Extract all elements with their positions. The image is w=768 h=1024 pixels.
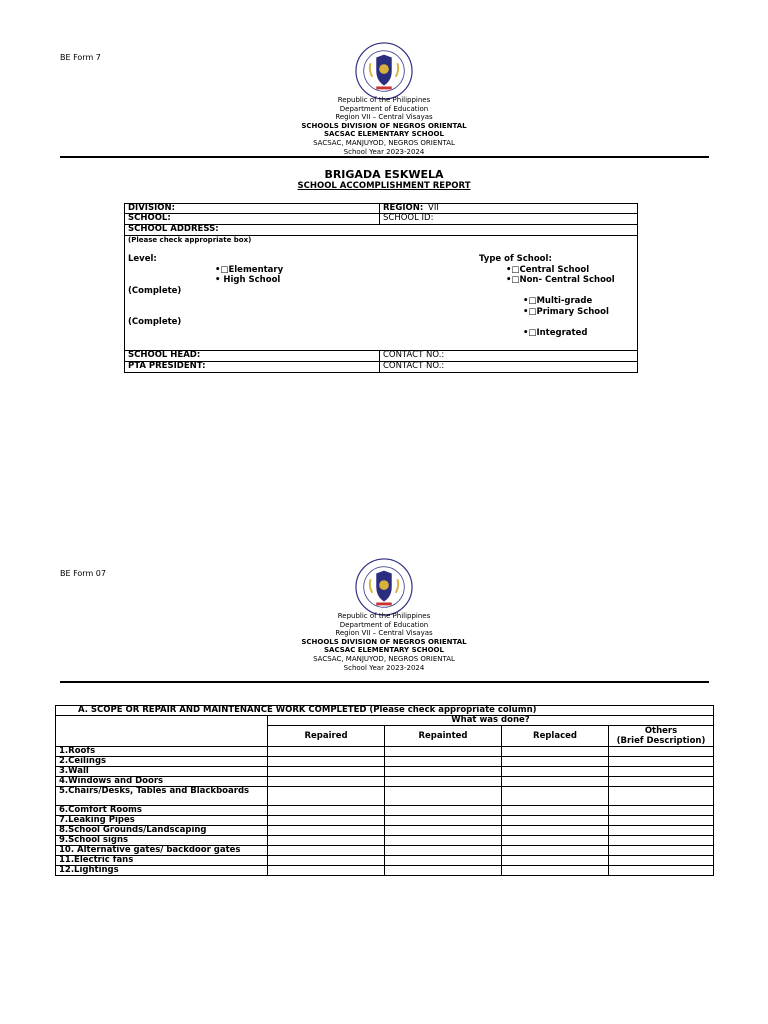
check-cell[interactable] [502,747,609,757]
complete-note: (Complete) [128,317,182,327]
table-row [56,856,714,866]
check-cell[interactable] [385,767,502,777]
check-cell[interactable] [385,757,502,767]
check-cell[interactable] [609,836,714,846]
col-line [379,203,380,224]
header-line: SACSAC, MANJUYOD, NEGROS ORIENTAL [313,654,455,663]
report-subtitle: SCHOOL ACCOMPLISHMENT REPORT [297,181,471,191]
header-line: Republic of the Philippines [337,612,431,620]
type-label: Type of School: [479,254,552,264]
check-cell[interactable] [609,767,714,777]
check-cell[interactable] [385,787,502,806]
item-label: 7.Leaking Pipes [56,816,268,826]
check-cell[interactable] [385,846,502,856]
check-cell[interactable] [502,816,609,826]
check-cell[interactable] [502,866,609,876]
header-line: SCHOOLS DIVISION OF NEGROS ORIENTAL [301,637,467,646]
col-header: Repainted [385,726,502,747]
col-header: Others (Brief Description) [609,726,714,747]
type-multigrade-checkbox[interactable]: •□Multi-grade [523,296,593,306]
check-cell[interactable] [502,846,609,856]
header-line: School Year 2023-2024 [343,663,425,672]
check-cell[interactable] [268,866,385,876]
header-line: Department of Education [339,620,429,629]
item-label: 9.School signs [56,836,268,846]
table-header-row [56,716,714,726]
level-elementary-checkbox[interactable]: •□Elementary [215,265,284,275]
region-label: REGION: [383,203,424,213]
item-label: 4.Windows and Doors [56,777,268,787]
pta-president-label: PTA PRESIDENT: [128,361,206,371]
contact-label: CONTACT NO.: [383,350,445,360]
level-label: Level: [128,254,157,264]
check-cell[interactable] [385,806,502,816]
check-cell[interactable] [609,747,714,757]
form-number: BE Form 7 [60,53,101,62]
check-cell[interactable] [502,836,609,846]
type-noncentral-checkbox[interactable]: •□Non- Central School [506,275,615,285]
type-central-checkbox[interactable]: •□Central School [506,265,590,275]
region-value: VII [428,203,439,213]
check-cell[interactable] [502,757,609,767]
check-cell[interactable] [385,826,502,836]
check-cell[interactable] [502,856,609,866]
check-cell[interactable] [268,826,385,836]
header-line: Republic of the Philippines [337,96,431,104]
check-cell[interactable] [268,787,385,806]
blank-header-cell [56,716,268,747]
check-cell[interactable] [385,866,502,876]
header-line: SCHOOLS DIVISION OF NEGROS ORIENTAL [301,121,467,130]
check-cell[interactable] [268,846,385,856]
check-cell[interactable] [609,866,714,876]
table-row [56,866,714,876]
item-label: 1.Roofs [56,747,268,757]
check-cell[interactable] [502,787,609,806]
check-cell[interactable] [385,816,502,826]
row-line [124,350,638,351]
check-cell[interactable] [502,826,609,836]
letterhead [0,96,768,156]
check-cell[interactable] [609,826,714,836]
item-label: 11.Electric fans [56,856,268,866]
table-row [56,816,714,826]
check-cell[interactable] [385,777,502,787]
form-number: BE Form 07 [60,569,106,578]
contact-label: CONTACT NO.: [383,361,445,371]
item-label: 10. Alternative gates/ backdoor gates [56,846,268,856]
school-id-label: SCHOOL ID: [383,213,434,223]
item-label: 12.Lightings [56,866,268,876]
check-cell[interactable] [609,816,714,826]
check-cell[interactable] [268,806,385,816]
row-line [124,213,638,214]
what-done-header: What was done? [268,716,714,726]
check-cell[interactable] [609,806,714,816]
deped-seal-logo [355,558,413,616]
check-cell[interactable] [268,816,385,826]
table-row [56,777,714,787]
level-highschool-checkbox[interactable]: • High School [215,275,281,285]
item-label: 5.Chairs/Desks, Tables and Blackboards [56,787,268,806]
check-cell[interactable] [268,757,385,767]
table-row [56,787,714,806]
check-cell[interactable] [268,767,385,777]
check-cell[interactable] [502,806,609,816]
table-row [56,747,714,757]
type-integrated-checkbox[interactable]: •□Integrated [523,328,588,338]
table-row [56,846,714,856]
item-label: 6.Comfort Rooms [56,806,268,816]
school-head-label: SCHOOL HEAD: [128,350,201,360]
check-cell[interactable] [609,777,714,787]
check-cell[interactable] [502,777,609,787]
check-cell[interactable] [609,846,714,856]
header-line: SACSAC ELEMENTARY SCHOOL [324,646,444,655]
divider [60,156,709,158]
check-cell[interactable] [609,757,714,767]
header-line: Region VII – Central Visayas [335,113,433,122]
col-header: Replaced [502,726,609,747]
divider [60,681,709,683]
report-title: BRIGADA ESKWELA [324,168,444,181]
item-label: 3.Wall [56,767,268,777]
check-cell[interactable] [609,787,714,806]
type-primary-checkbox[interactable]: •□Primary School [523,307,609,317]
check-cell[interactable] [502,767,609,777]
check-cell[interactable] [268,856,385,866]
col-header: Repaired [268,726,385,747]
check-cell[interactable] [385,747,502,757]
check-cell[interactable] [385,856,502,866]
deped-seal-logo [355,42,413,100]
header-line: School Year 2023-2024 [343,147,425,156]
check-cell[interactable] [268,747,385,757]
col-line [379,350,380,373]
check-cell[interactable] [609,856,714,866]
table-title-row [56,706,714,716]
header-line: Region VII – Central Visayas [335,629,433,638]
table-row [56,767,714,777]
header-line: SACSAC ELEMENTARY SCHOOL [324,130,444,139]
header-line: Department of Education [339,104,429,113]
school-address-label: SCHOOL ADDRESS: [128,224,219,234]
item-label: 8.School Grounds/Landscaping [56,826,268,836]
repair-table [55,705,714,876]
check-cell[interactable] [268,777,385,787]
school-label: SCHOOL: [128,213,171,223]
complete-note: (Complete) [128,286,182,296]
check-cell[interactable] [385,836,502,846]
table-row [56,836,714,846]
division-label: DIVISION: [128,203,175,213]
check-cell[interactable] [268,836,385,846]
table-row [56,826,714,836]
section-title: A. SCOPE OR REPAIR AND MAINTENANCE WORK COMPLETED (Please check appropriate column) [56,706,714,716]
table-row [56,757,714,767]
header-line: SACSAC, MANJUYOD, NEGROS ORIENTAL [313,138,455,147]
item-label: 2.Ceilings [56,757,268,767]
table-row [56,806,714,816]
check-note: (Please check appropriate box) [128,236,252,244]
letterhead [0,612,768,672]
